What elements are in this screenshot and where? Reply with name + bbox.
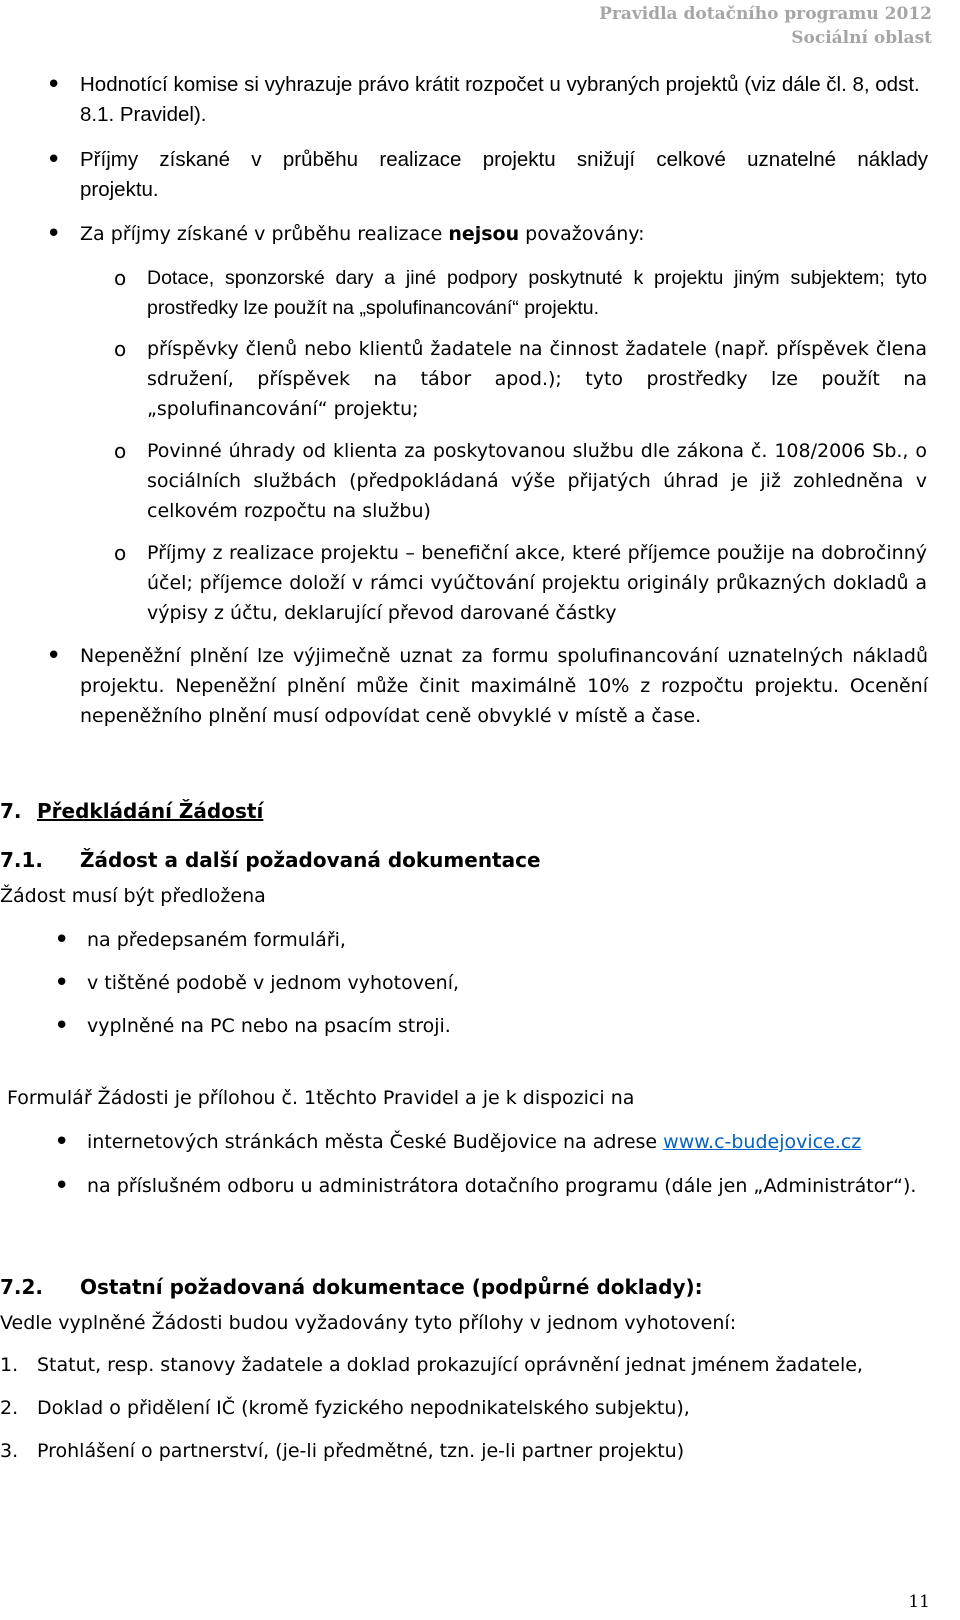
bullet-icon: • [54, 1011, 70, 1041]
attachment-number: 1. [0, 1354, 19, 1376]
section-72-number: 7.2. [0, 1275, 44, 1299]
bullet-icon: • [54, 925, 70, 955]
submit-intro: Žádost musí být předložena [0, 885, 266, 907]
page-header [599, 2, 932, 50]
bullet-paragraph: Za příjmy získané v průběhu realizace nejsou považovány: [80, 223, 645, 245]
page-number: 11 [908, 1592, 930, 1612]
sub-bullet-marker: o [114, 439, 127, 463]
list-item: na příslušném odboru u administrátora dotačního programu (dále jen „Administrátor“). [87, 1175, 917, 1197]
bullet-paragraph: Hodnotící komise si vyhrazuje právo krátit rozpočet u vybraných projektů (viz dále čl. 8, odst. 8.1. Pravidel). [80, 73, 920, 126]
bullet-icon: • [46, 145, 62, 175]
sub-item: Příjmy z realizace projektu – benefiční akce, které příjemce použije na dobročinný účel; příjemce doloží v rámci vyúčtování projektu originály průkazných dokladů a výpisy z účtu, deklarující převod darované částky [147, 542, 927, 624]
bullet-icon: • [54, 1171, 70, 1201]
section-7-title: Předkládání Žádostí [37, 799, 264, 823]
list-item: na předepsaném formuláři, [87, 929, 346, 951]
bullet-paragraph: Příjmy získané v průběhu realizace projektu snižují celkové uznatelné náklady projektu. [80, 148, 928, 201]
list-item: v tištěné podobě v jednom vyhotovení, [87, 972, 460, 994]
attachment-item: Statut, resp. stanovy žadatele a doklad prokazující oprávnění jednat jménem žadatele, [37, 1354, 863, 1376]
attachment-item: Prohlášení o partnerství, (je-li předmětné, tzn. je-li partner projektu) [37, 1440, 685, 1462]
website-link[interactable]: www.c-budejovice.cz [663, 1131, 862, 1153]
attachment-number: 3. [0, 1440, 19, 1462]
sub-item: Dotace, sponzorské dary a jiné podpory poskytnuté k projektu jiným subjektem; tyto prostředky lze použít na „spolufinancování“ projektu. [147, 267, 927, 319]
form-intro: Formulář Žádosti je přílohou č. 1těchto Pravidel a je k dispozici na [7, 1087, 635, 1109]
list-item: vyplněné na PC nebo na psacím stroji. [87, 1015, 451, 1037]
attachments-intro: Vedle vyplněné Žádosti budou vyžadovány tyto přílohy v jednom vyhotovení: [0, 1312, 737, 1334]
header-title: Pravidla dotačního programu 2012 [599, 4, 932, 24]
sub-item: příspěvky členů nebo klientů žadatele na činnost žadatele (např. příspěvek člena sdružení, příspěvek na tábor apod.); tyto prostředky lze použít na „spolufinancování“ projektu; [147, 338, 927, 420]
attachment-item: Doklad o přidělení IČ (kromě fyzického nepodnikatelského subjektu), [37, 1397, 690, 1419]
sub-bullet-marker: o [114, 266, 127, 290]
section-71-number: 7.1. [0, 848, 44, 872]
bullet-icon: • [54, 968, 70, 998]
bullet-icon: • [54, 1127, 70, 1157]
nonmonetary-paragraph: Nepeněžní plnění lze výjimečně uznat za formu spolufinancování uznatelných nákladů projektu. Nepeněžní plnění může činit maximálně 10% z rozpočtu projektu. Ocenění nepeněžního plnění musí odpovídat ceně obvyklé v místě a čase. [80, 645, 928, 727]
sub-bullet-marker: o [114, 337, 127, 361]
bullet-icon: • [46, 219, 62, 249]
attachment-number: 2. [0, 1397, 19, 1419]
section-71-title: Žádost a další požadovaná dokumentace [80, 848, 541, 872]
section-72-title: Ostatní požadovaná dokumentace (podpůrné doklady): [80, 1275, 703, 1299]
list-item: internetových stránkách města České Budějovice na adrese www.c-budejovice.cz [87, 1131, 862, 1153]
bullet-icon: • [46, 70, 62, 100]
sub-item: Povinné úhrady od klienta za poskytovanou službu dle zákona č. 108/2006 Sb., o sociálních službách (předpokládaná výše přijatých úhrad je již zohledněna v celkovém rozpočtu na službu) [147, 440, 927, 522]
section-7-number: 7. [0, 799, 22, 823]
header-subtitle: Sociální oblast [791, 28, 932, 48]
bullet-icon: • [46, 641, 62, 671]
sub-bullet-marker: o [114, 541, 127, 565]
